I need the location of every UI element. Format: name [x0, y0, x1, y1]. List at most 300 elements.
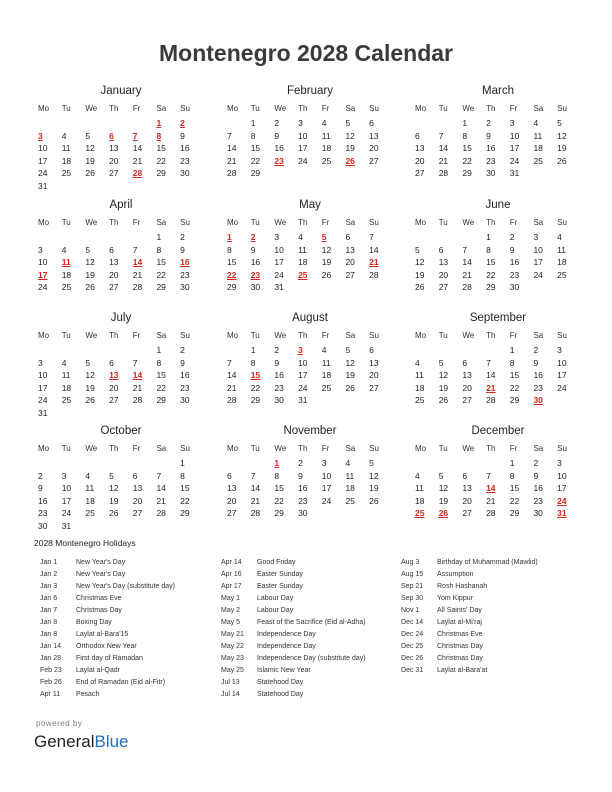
weekday-header	[227, 100, 393, 117]
day-cell: 19	[109, 495, 119, 506]
day-cell: 16	[298, 483, 308, 494]
weekday-label: Mo	[38, 331, 50, 340]
day-cell: 17	[38, 382, 48, 393]
day-cell: 1	[509, 345, 515, 355]
weekday-label: Th	[298, 104, 308, 113]
holiday-date: Apr 14	[221, 559, 242, 566]
day-cell: 6	[369, 345, 374, 355]
day-cell: 16	[274, 370, 284, 381]
day-cell: 4	[415, 357, 420, 368]
day-grid	[415, 231, 581, 294]
holiday-row	[40, 581, 225, 593]
weekday-label: Su	[180, 104, 190, 113]
weekday-label: We	[274, 218, 287, 227]
day-cell: 1	[156, 232, 162, 242]
holiday-name: Christmas Eve	[76, 595, 122, 602]
weekday-label: Fr	[132, 331, 141, 340]
day-cell: 7	[486, 470, 491, 481]
month-name: September	[469, 312, 527, 324]
holiday-row	[401, 653, 586, 665]
day-cell: 9	[533, 470, 539, 481]
empty-cell	[62, 344, 86, 357]
day-cell: 12	[85, 257, 95, 268]
weekday-label: Fr	[321, 218, 330, 227]
weekday-label: Th	[298, 218, 308, 227]
holiday-row	[221, 689, 406, 701]
holiday-row	[221, 629, 406, 641]
day-cell: 6	[462, 470, 468, 481]
day-cell: 12	[557, 130, 567, 141]
day-cell: 4	[85, 470, 91, 481]
holiday-date: Apr 17	[221, 583, 242, 590]
day-cell: 5	[345, 118, 351, 128]
empty-cell	[133, 457, 157, 470]
day-grid	[227, 231, 393, 294]
day-cell: 5	[438, 357, 444, 368]
day-cell: 2	[38, 470, 43, 481]
day-cell: 23	[533, 495, 543, 506]
holiday-row	[401, 581, 586, 593]
day-cell: 13	[109, 257, 119, 268]
day-cell: 9	[509, 244, 515, 255]
holiday-day: 3	[38, 130, 43, 141]
day-cell: 15	[509, 370, 520, 381]
holiday-row	[40, 593, 225, 605]
holiday-day: 2	[180, 118, 185, 128]
day-cell: 26	[557, 155, 567, 166]
weekday-label: Mo	[227, 331, 239, 340]
day-cell: 8	[509, 470, 515, 481]
holiday-day: 30	[533, 395, 543, 406]
month-january	[38, 82, 204, 193]
day-cell: 20	[109, 155, 119, 166]
empty-cell	[415, 344, 439, 357]
holiday-name: Labour Day	[257, 607, 294, 614]
brand-general: General	[34, 732, 95, 751]
day-cell: 4	[557, 232, 562, 242]
day-cell: 22	[156, 269, 166, 280]
holiday-name: Christmas Day	[437, 643, 483, 650]
weekday-label: Tu	[250, 444, 260, 453]
empty-cell	[109, 457, 133, 470]
day-cell: 30	[180, 395, 190, 406]
empty-cell	[227, 344, 251, 357]
day-cell: 8	[156, 357, 162, 368]
day-cell: 11	[557, 244, 566, 255]
day-cell: 7	[132, 357, 138, 368]
weekday-label: We	[85, 104, 98, 113]
day-grid	[227, 457, 393, 520]
day-cell: 5	[109, 470, 114, 481]
weekday-label: We	[85, 444, 98, 453]
month-april	[38, 196, 204, 294]
holiday-row	[221, 557, 406, 569]
holiday-date: May 5	[221, 619, 241, 626]
holiday-date: Jan 1	[40, 559, 58, 566]
day-cell: 26	[85, 168, 95, 179]
day-cell: 7	[227, 130, 232, 141]
holiday-row	[40, 677, 225, 689]
holiday-date: May 23	[221, 655, 244, 662]
holiday-row	[40, 641, 225, 653]
day-cell: 18	[345, 483, 355, 494]
holiday-day: 17	[38, 269, 48, 280]
page-title: Montenegro 2028 Calendar	[159, 40, 453, 66]
weekday-label: Th	[486, 331, 496, 340]
day-cell: 14	[156, 483, 166, 494]
weekday-label: Fr	[132, 444, 141, 453]
empty-cell	[38, 231, 62, 244]
holiday-day: 1	[274, 458, 280, 468]
day-cell: 3	[557, 458, 562, 468]
holiday-day: 14	[486, 483, 496, 494]
weekday-label: Su	[180, 444, 190, 453]
holiday-name: Independence Day	[257, 643, 316, 650]
day-cell: 21	[250, 495, 261, 506]
holiday-name: Christmas Day	[437, 655, 483, 662]
day-cell: 15	[486, 257, 496, 268]
day-cell: 26	[109, 508, 119, 519]
day-cell: 19	[415, 269, 425, 280]
holiday-date: Jan 3	[40, 583, 58, 590]
empty-cell	[439, 117, 463, 130]
holiday-date: May 21	[221, 631, 244, 638]
day-cell: 17	[557, 483, 567, 494]
day-cell: 14	[486, 370, 496, 381]
holiday-day: 23	[250, 269, 261, 280]
day-cell: 3	[61, 470, 67, 481]
holiday-date: Sep 21	[401, 583, 424, 590]
day-cell: 12	[321, 244, 332, 255]
day-cell: 8	[486, 244, 491, 255]
holiday-date: Jan 28	[40, 655, 62, 662]
day-cell: 11	[61, 143, 71, 154]
day-cell: 14	[132, 143, 143, 154]
weekday-label: Th	[486, 218, 496, 227]
weekday-label: Tu	[250, 104, 260, 113]
day-cell: 15	[180, 483, 190, 494]
day-cell: 19	[321, 257, 332, 268]
day-cell: 14	[250, 483, 261, 494]
day-cell: 25	[557, 269, 567, 280]
day-cell: 7	[132, 244, 138, 255]
month-september	[415, 309, 581, 407]
day-cell: 10	[509, 130, 520, 141]
day-cell: 30	[486, 168, 496, 179]
holiday-day: 8	[156, 130, 162, 141]
day-cell: 25	[61, 395, 72, 406]
holiday-date: May 2	[221, 607, 241, 614]
day-cell: 18	[61, 155, 72, 166]
day-cell: 9	[38, 483, 43, 494]
month-may	[227, 196, 393, 294]
weekday-label: Su	[180, 331, 190, 340]
day-cell: 21	[438, 155, 449, 166]
day-cell: 19	[85, 155, 95, 166]
weekday-label: We	[85, 218, 98, 227]
holiday-name: First day of Ramadan	[76, 655, 143, 662]
day-cell: 28	[132, 282, 143, 293]
month-name: May	[299, 199, 321, 211]
holiday-name: Assumption	[437, 571, 474, 578]
day-cell: 28	[156, 508, 166, 519]
weekday-header	[38, 100, 204, 117]
holiday-name: New Year's Day	[76, 559, 126, 566]
day-cell: 20	[369, 143, 379, 154]
day-cell: 30	[298, 508, 308, 519]
holidays-title: 2028 Montenegro Holidays	[34, 538, 136, 548]
weekday-label: Fr	[509, 104, 518, 113]
holiday-day: 14	[132, 370, 143, 381]
holiday-day: 6	[109, 130, 114, 141]
month-name: February	[286, 85, 334, 97]
holiday-row	[221, 677, 406, 689]
empty-cell	[439, 344, 463, 357]
weekday-label: Tu	[438, 218, 448, 227]
holiday-day: 21	[369, 257, 379, 268]
holiday-day: 28	[132, 168, 143, 179]
month-february	[227, 82, 393, 180]
weekday-label: Su	[369, 331, 379, 340]
holiday-name: Labour Day	[257, 595, 294, 602]
holiday-date: Jan 8	[40, 631, 58, 638]
weekday-header	[415, 214, 581, 231]
day-cell: 19	[85, 382, 95, 393]
day-cell: 5	[85, 244, 91, 255]
holiday-date: Apr 11	[40, 691, 61, 698]
holiday-day: 15	[250, 370, 261, 381]
holiday-date: May 25	[221, 667, 244, 674]
day-cell: 2	[298, 458, 303, 468]
day-cell: 16	[38, 495, 48, 506]
holiday-date: Nov 1	[401, 607, 420, 614]
holiday-row	[401, 617, 586, 629]
day-cell: 26	[321, 269, 332, 280]
holiday-date: Jan 8	[40, 619, 58, 626]
empty-cell	[462, 344, 486, 357]
day-cell: 13	[227, 483, 237, 494]
day-cell: 2	[509, 232, 515, 242]
holiday-name: Christmas Eve	[437, 631, 483, 638]
empty-cell	[462, 457, 486, 470]
day-grid	[415, 457, 581, 520]
empty-cell	[62, 231, 86, 244]
day-cell: 2	[533, 345, 539, 355]
day-cell: 13	[415, 143, 425, 154]
day-cell: 20	[109, 382, 119, 393]
empty-cell	[462, 231, 486, 244]
day-cell: 9	[298, 470, 303, 481]
day-cell: 18	[298, 257, 308, 268]
day-cell: 29	[509, 395, 520, 406]
holiday-date: May 22	[221, 643, 244, 650]
day-cell: 15	[156, 370, 166, 381]
day-cell: 31	[298, 395, 308, 406]
holiday-row	[401, 641, 586, 653]
holiday-day: 1	[156, 118, 162, 128]
day-cell: 27	[415, 168, 425, 179]
day-cell: 21	[227, 382, 237, 393]
weekday-label: Th	[109, 218, 119, 227]
weekday-label: We	[274, 104, 287, 113]
day-cell: 10	[38, 143, 48, 154]
day-cell: 15	[462, 143, 472, 154]
weekday-label: Tu	[250, 331, 260, 340]
weekday-header	[227, 440, 393, 457]
empty-cell	[38, 457, 62, 470]
day-cell: 4	[415, 470, 420, 481]
day-cell: 3	[274, 232, 280, 242]
day-cell: 12	[369, 470, 379, 481]
weekday-label: We	[462, 444, 475, 453]
holiday-date: Jan 2	[40, 571, 58, 578]
holiday-date: May 1	[221, 595, 241, 602]
day-cell: 4	[298, 232, 303, 242]
day-cell: 30	[533, 508, 543, 519]
holiday-date: Dec 31	[401, 667, 424, 674]
empty-cell	[439, 231, 463, 244]
day-cell: 24	[274, 269, 284, 280]
weekday-label: Mo	[415, 218, 427, 227]
month-august	[227, 309, 393, 407]
weekday-label: Mo	[38, 104, 50, 113]
day-cell: 7	[486, 357, 491, 368]
day-cell: 10	[321, 470, 332, 481]
weekday-label: Th	[109, 104, 119, 113]
day-cell: 31	[61, 520, 72, 531]
month-july	[38, 309, 204, 420]
empty-cell	[415, 457, 439, 470]
day-cell: 27	[227, 508, 237, 519]
day-cell: 7	[438, 130, 444, 141]
weekday-label: Fr	[509, 218, 518, 227]
day-cell: 12	[345, 357, 355, 368]
holiday-day: 26	[438, 508, 449, 519]
month-name: December	[471, 425, 525, 437]
holiday-row	[40, 557, 225, 569]
day-cell: 27	[132, 508, 143, 519]
day-cell: 6	[132, 470, 138, 481]
day-cell: 2	[180, 232, 185, 242]
holiday-row	[221, 665, 406, 677]
holiday-date: Dec 24	[401, 631, 424, 638]
day-cell: 10	[298, 357, 308, 368]
holiday-row	[221, 593, 406, 605]
day-cell: 29	[180, 508, 190, 519]
weekday-label: We	[274, 331, 287, 340]
weekday-label: Su	[369, 104, 379, 113]
day-cell: 24	[38, 168, 48, 179]
weekday-label: We	[274, 444, 287, 453]
day-cell: 25	[345, 495, 355, 506]
holiday-row	[221, 641, 406, 653]
holiday-column	[401, 557, 586, 677]
holiday-name: Easter Sunday	[257, 571, 303, 578]
day-cell: 27	[109, 282, 119, 293]
holiday-date: Feb 23	[40, 667, 62, 674]
day-cell: 31	[274, 282, 284, 293]
day-cell: 31	[38, 180, 48, 191]
day-cell: 11	[321, 130, 331, 141]
day-cell: 24	[509, 155, 520, 166]
day-grid	[415, 344, 581, 407]
day-cell: 12	[345, 130, 355, 141]
day-cell: 24	[298, 155, 308, 166]
holiday-row	[401, 605, 586, 617]
weekday-label: Fr	[321, 444, 330, 453]
day-cell: 31	[38, 407, 48, 418]
day-grid	[415, 117, 581, 180]
day-cell: 11	[298, 244, 307, 255]
empty-cell	[38, 344, 62, 357]
day-cell: 18	[415, 382, 425, 393]
day-cell: 10	[533, 244, 543, 255]
day-cell: 30	[509, 282, 520, 293]
day-cell: 20	[369, 370, 379, 381]
month-june	[415, 196, 581, 294]
weekday-label: Th	[109, 444, 119, 453]
day-grid	[227, 117, 393, 180]
weekday-label: Tu	[61, 218, 71, 227]
day-cell: 2	[274, 345, 280, 355]
day-cell: 24	[38, 395, 48, 406]
day-cell: 28	[132, 395, 143, 406]
empty-cell	[38, 117, 62, 130]
day-cell: 26	[369, 495, 379, 506]
day-cell: 13	[462, 370, 472, 381]
weekday-label: Su	[369, 444, 379, 453]
empty-cell	[62, 117, 86, 130]
day-cell: 21	[132, 269, 143, 280]
generalblue-logo[interactable]	[34, 732, 129, 752]
month-name: April	[109, 199, 133, 211]
weekday-label: Su	[369, 218, 379, 227]
holiday-row	[40, 689, 225, 701]
weekday-label: Fr	[132, 104, 141, 113]
day-cell: 18	[415, 495, 425, 506]
day-cell: 9	[180, 244, 185, 255]
day-cell: 7	[250, 470, 256, 481]
day-cell: 3	[509, 118, 515, 128]
day-cell: 17	[533, 257, 543, 268]
empty-cell	[85, 344, 109, 357]
weekday-label: Mo	[227, 444, 239, 453]
holiday-column	[221, 557, 406, 701]
day-cell: 1	[462, 118, 468, 128]
day-cell: 13	[462, 483, 472, 494]
day-cell: 4	[533, 118, 539, 128]
day-cell: 29	[250, 168, 261, 179]
day-cell: 19	[438, 495, 449, 506]
day-cell: 13	[438, 257, 449, 268]
day-cell: 14	[227, 370, 237, 381]
holiday-name: End of Ramadan (Eid al-Fitr)	[76, 679, 166, 686]
day-cell: 29	[250, 395, 261, 406]
weekday-header	[227, 327, 393, 344]
day-cell: 29	[227, 282, 237, 293]
day-cell: 15	[156, 257, 166, 268]
day-cell: 22	[486, 269, 496, 280]
day-cell: 30	[274, 395, 284, 406]
day-cell: 11	[415, 483, 424, 494]
day-cell: 20	[462, 382, 472, 393]
day-cell: 19	[438, 382, 449, 393]
holiday-row	[40, 605, 225, 617]
holiday-day: 1	[227, 232, 232, 242]
month-october	[38, 422, 204, 533]
day-cell: 28	[250, 508, 261, 519]
day-cell: 5	[415, 244, 420, 255]
